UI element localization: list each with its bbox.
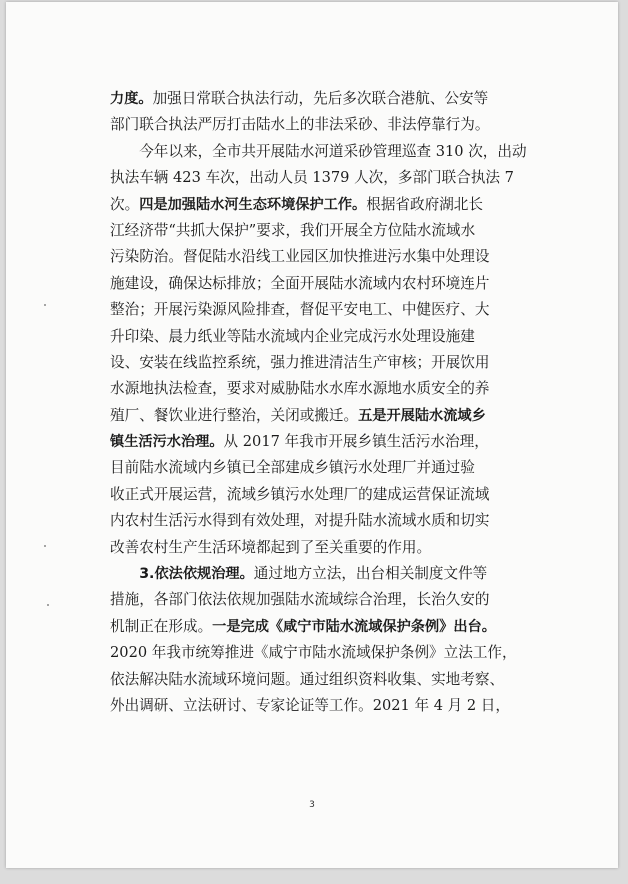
text-line bbox=[110, 350, 534, 376]
text-run: 根据省政府湖北长 bbox=[366, 195, 483, 213]
text-run: 机制正在形成。 bbox=[110, 617, 213, 635]
text-line bbox=[110, 693, 534, 719]
text-line bbox=[110, 482, 534, 508]
text-run: 通过地方立法，出台相关制度文件等 bbox=[253, 565, 488, 583]
bold-heading-run: 3.依法依规治理。 bbox=[139, 566, 254, 583]
bold-heading-run: 五是开展陆水流域乡 bbox=[358, 407, 486, 424]
text-line bbox=[110, 139, 534, 165]
bold-heading-run: 力度。 bbox=[110, 91, 153, 107]
text-run: 升印染、晨力纸业等陆水流域内企业完成污水处理设施建 bbox=[110, 327, 475, 345]
text-run: 整治；开展污染源风险排查，督促平安电工、中健医疗、大 bbox=[110, 301, 490, 319]
text-line bbox=[110, 271, 534, 297]
text-run: 外出调研、立法研讨、专家论证等工作。2021 年 4 月 2 日， bbox=[110, 696, 510, 714]
scan-speck bbox=[44, 304, 46, 306]
text-run: 江经济带“共抓大保护”要求，我们开展全方位陆水流域水 bbox=[110, 221, 476, 239]
bold-heading-run: 镇生活污水治理。 bbox=[110, 434, 224, 451]
text-line bbox=[110, 455, 534, 481]
text-run: 殖厂、餐饮业进行整治，关闭或搬迁。 bbox=[110, 406, 359, 424]
text-line bbox=[110, 376, 534, 402]
text-line bbox=[110, 218, 534, 244]
text-run: 次。 bbox=[110, 195, 140, 213]
text-run: 部门联合执法严厉打击陆水上的非法采砂、非法停靠行为。 bbox=[110, 116, 490, 134]
text-run: 施建设，确保达标排放；全面开展陆水流域内农村环境连片 bbox=[110, 274, 490, 292]
scan-speck bbox=[47, 604, 49, 606]
text-line bbox=[110, 667, 534, 693]
text-line bbox=[110, 535, 534, 561]
text-run: 今年以来，全市共开展陆水河道采砂管理巡查 310 次，出动 bbox=[139, 142, 527, 160]
text-line bbox=[110, 165, 534, 191]
text-run: 改善农村生产生活环境都起到了至关重要的作用。 bbox=[110, 538, 432, 556]
text-run: 执法车辆 423 车次，出动人员 1379 人次，多部门联合执法 7 bbox=[110, 169, 514, 187]
document-page bbox=[6, 2, 618, 868]
text-run: 加强日常联合执法行动，先后多次联合港航、公安等 bbox=[152, 90, 489, 107]
text-run: 措施，各部门依法依规加强陆水流域综合治理，长治久安的 bbox=[110, 591, 490, 609]
text-run: 收正式开展运营，流域乡镇污水处理厂的建成运营保证流域 bbox=[110, 485, 490, 503]
text-run: 从 2017 年我市开展乡镇生活污水治理， bbox=[223, 433, 489, 451]
text-line bbox=[110, 403, 534, 429]
bold-heading-run: 一是完成《咸宁市陆水流域保护条例》出台。 bbox=[212, 618, 496, 635]
text-run: 目前陆水流域内乡镇已全部建成乡镇污水处理厂并通过验 bbox=[110, 459, 475, 477]
text-line bbox=[110, 614, 534, 640]
text-run: 污染防治。督促陆水沿线工业园区加快推进污水集中处理设 bbox=[110, 248, 490, 266]
text-run: 内农村生活污水得到有效处理，对提升陆水流域水质和切实 bbox=[110, 512, 490, 530]
text-run: 水源地执法检查，要求对威胁陆水水库水源地水质安全的养 bbox=[110, 380, 490, 398]
text-line bbox=[110, 86, 534, 112]
text-line bbox=[110, 587, 534, 613]
text-run: 2020 年我市统筹推进《咸宁市陆水流域保护条例》立法工作， bbox=[110, 644, 517, 662]
body-text bbox=[110, 86, 534, 719]
bold-heading-run: 四是加强陆水河生态环境保护工作。 bbox=[139, 196, 367, 213]
text-line bbox=[110, 297, 534, 323]
text-line bbox=[110, 640, 534, 666]
scan-speck bbox=[44, 545, 46, 547]
text-line bbox=[110, 508, 534, 534]
text-line bbox=[110, 561, 534, 587]
page-number: 3 bbox=[309, 800, 315, 810]
text-line bbox=[110, 244, 534, 270]
text-line bbox=[110, 192, 534, 218]
text-run: 设、安装在线监控系统，强力推进清洁生产审核；开展饮用 bbox=[110, 353, 490, 371]
text-run: 依法解决陆水流域环境问题。通过组织资料收集、实地考察、 bbox=[110, 670, 505, 688]
text-line bbox=[110, 429, 534, 455]
text-line bbox=[110, 324, 534, 350]
text-line bbox=[110, 112, 534, 138]
